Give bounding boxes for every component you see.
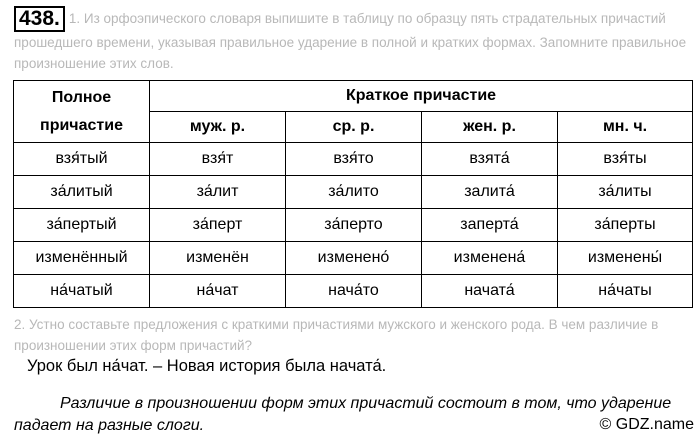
table-cell: взята́ — [422, 143, 558, 176]
table-cell: заперта́ — [422, 209, 558, 242]
table-cell: за́перто — [286, 209, 422, 242]
table-cell: взя́то — [286, 143, 422, 176]
header-full-line1: Полное — [51, 88, 112, 106]
table-cell: изменён — [150, 242, 286, 275]
table-row — [14, 242, 693, 275]
conclusion-text: Различие в произношении форм этих причастий состоит в том, что ударение падает на разные слоги. — [14, 395, 672, 434]
table-row — [14, 143, 693, 176]
table-cell: на́чат — [150, 275, 286, 308]
participles-table — [13, 80, 693, 308]
table-cell: начата́ — [422, 275, 558, 308]
exercise-number: 438. — [14, 6, 65, 32]
exercise-instruction — [14, 6, 694, 74]
table-cell: за́пертый — [14, 209, 150, 242]
table-cell: за́лит — [150, 176, 286, 209]
task-2-instruction: 2. Устно составьте предложения с краткими причастиями мужского и женского рода. В чем различие в произношении этих форм причастий? — [14, 317, 659, 353]
example-sentence: Урок был на́чат. – Новая история была начата́. — [27, 357, 387, 375]
table-cell: на́чаты — [558, 275, 693, 308]
instruction-text: 1. Из орфоэпического словаря выпишите в таблицу по образцу пять страдательных причастий прошедшего времени, указывая правильное ударение в полной и кратких формах. Запомните правильное произношение этих слов. — [14, 11, 687, 71]
table-cell: за́перт — [150, 209, 286, 242]
table-cell: изменены́ — [558, 242, 693, 275]
header-short-participle: Краткое причастие — [150, 81, 693, 112]
table-cell: взя́ты — [558, 143, 693, 176]
subheader-feminine: жен. р. — [422, 112, 558, 143]
subheader-plural: мн. ч. — [558, 112, 693, 143]
subheader-neuter: ср. р. — [286, 112, 422, 143]
table-cell: залита́ — [422, 176, 558, 209]
table-row — [14, 275, 693, 308]
table-cell: на́чатый — [14, 275, 150, 308]
table-cell: взя́тый — [14, 143, 150, 176]
table-cell: за́литый — [14, 176, 150, 209]
table-cell: изменена́ — [422, 242, 558, 275]
watermark: © GDZ.name — [599, 416, 694, 433]
table-row — [14, 209, 693, 242]
table-cell: изменённый — [14, 242, 150, 275]
table-cell: изменено́ — [286, 242, 422, 275]
header-full-line2: причастие — [40, 116, 123, 134]
table-cell: за́литы — [558, 176, 693, 209]
subheader-masculine: муж. р. — [150, 112, 286, 143]
table-cell: за́лито — [286, 176, 422, 209]
table-cell: нача́то — [286, 275, 422, 308]
table-row — [14, 176, 693, 209]
table-cell: за́перты — [558, 209, 693, 242]
header-full-participle — [14, 81, 150, 143]
table-cell: взя́т — [150, 143, 286, 176]
